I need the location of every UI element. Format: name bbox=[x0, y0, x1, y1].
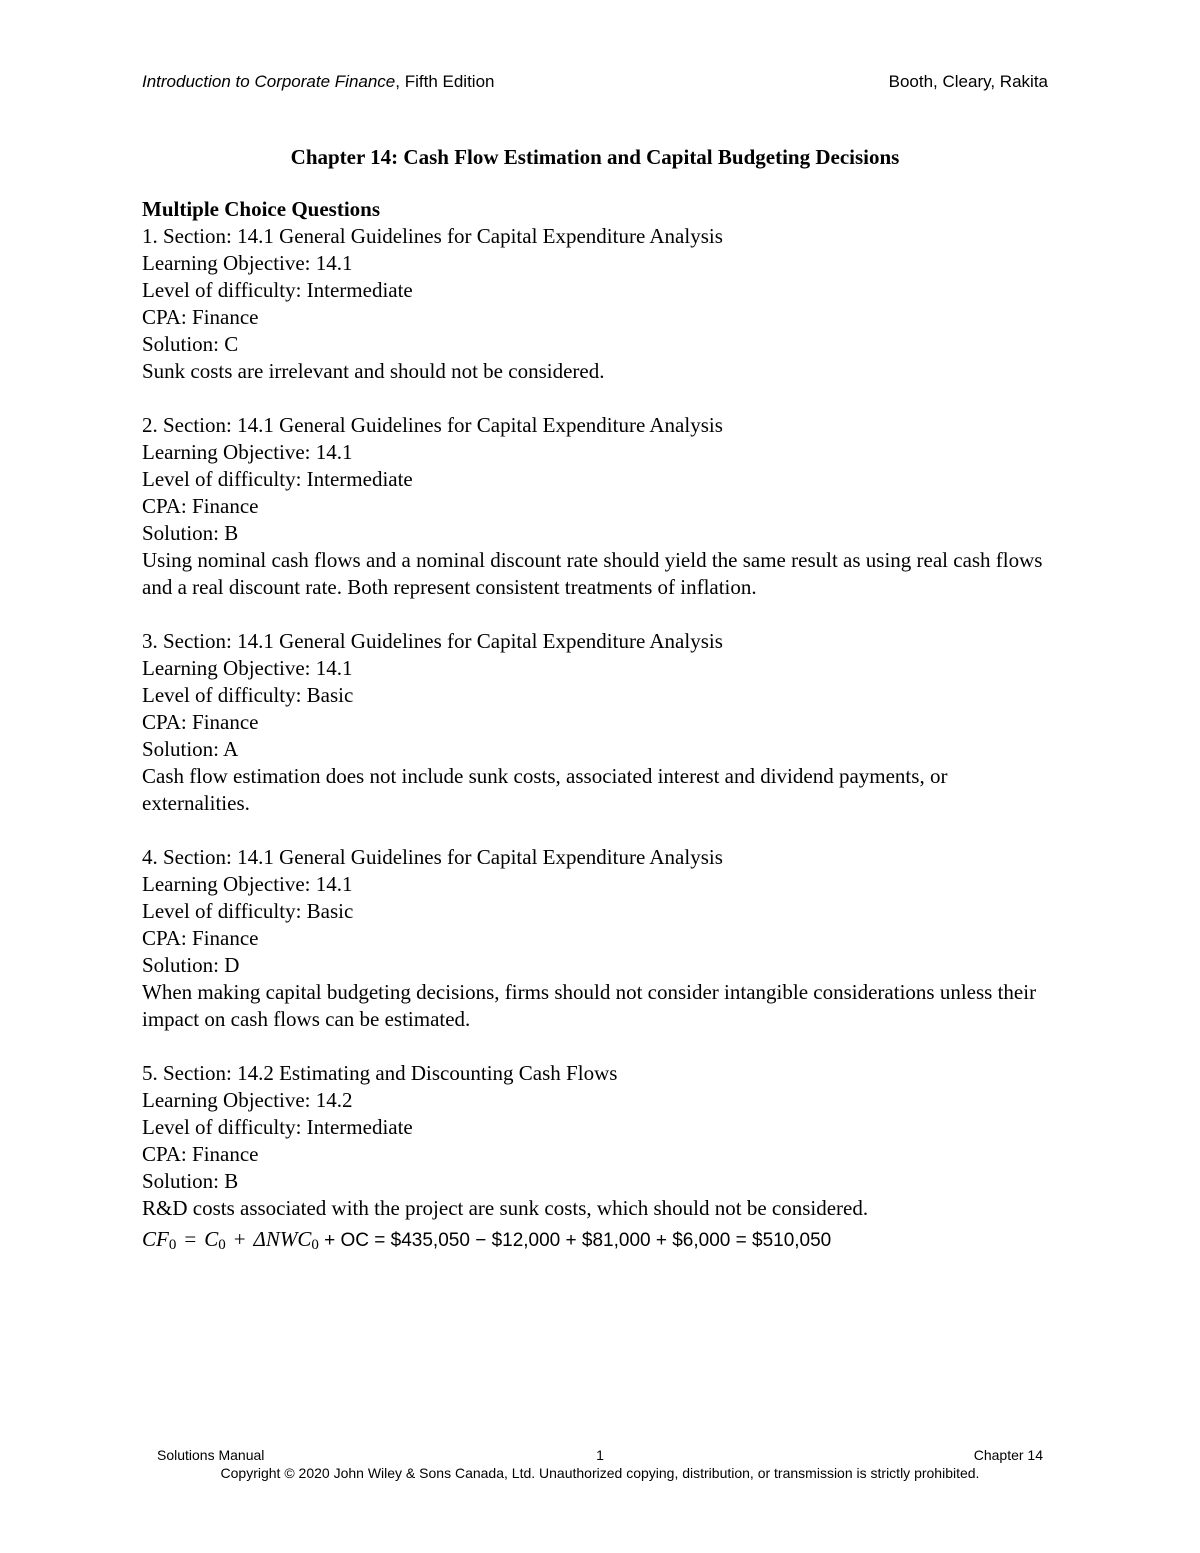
footer-left: Solutions Manual bbox=[157, 1447, 265, 1463]
page-header bbox=[142, 70, 1048, 94]
question-section: 3. Section: 14.1 General Guidelines for Capital Expenditure Analysis bbox=[142, 629, 723, 653]
formula-equals: = bbox=[184, 1227, 197, 1251]
formula-delta-nwc: ΔNWC bbox=[253, 1227, 312, 1251]
question-section: 5. Section: 14.2 Estimating and Discounting Cash Flows bbox=[142, 1061, 618, 1085]
question-difficulty: Level of difficulty: Basic bbox=[142, 683, 354, 707]
question-section: 1. Section: 14.1 General Guidelines for Capital Expenditure Analysis bbox=[142, 224, 723, 248]
question-explanation: Cash flow estimation does not include sunk costs, associated interest and dividend payments, or externalities. bbox=[142, 764, 948, 815]
question-objective: Learning Objective: 14.1 bbox=[142, 656, 353, 680]
question-explanation: Sunk costs are irrelevant and should not be considered. bbox=[142, 359, 605, 383]
question-cpa: CPA: Finance bbox=[142, 494, 259, 518]
question-solution: Solution: B bbox=[142, 521, 239, 545]
footer-row bbox=[157, 1446, 1043, 1464]
question-solution: Solution: B bbox=[142, 1169, 239, 1193]
question-explanation: When making capital budgeting decisions, firms should not consider intangible considerations unless their impact on cash flows can be estimated. bbox=[142, 980, 1037, 1031]
cash-flow-formula bbox=[142, 1224, 1052, 1260]
question-difficulty: Level of difficulty: Basic bbox=[142, 899, 354, 923]
question-cpa: CPA: Finance bbox=[142, 305, 259, 329]
formula-c-subscript: 0 bbox=[218, 1237, 226, 1253]
question-3 bbox=[142, 628, 1052, 817]
question-objective: Learning Objective: 14.1 bbox=[142, 440, 353, 464]
question-difficulty: Level of difficulty: Intermediate bbox=[142, 1115, 413, 1139]
question-solution: Solution: C bbox=[142, 332, 239, 356]
question-explanation: R&D costs associated with the project are sunk costs, which should not be considered. bbox=[142, 1196, 869, 1220]
question-5 bbox=[142, 1060, 1052, 1260]
question-2 bbox=[142, 412, 1052, 601]
formula-plus: + bbox=[233, 1227, 246, 1251]
section-heading: Multiple Choice Questions bbox=[142, 197, 381, 221]
question-1 bbox=[142, 223, 1052, 385]
question-difficulty: Level of difficulty: Intermediate bbox=[142, 278, 413, 302]
question-4 bbox=[142, 844, 1052, 1033]
question-difficulty: Level of difficulty: Intermediate bbox=[142, 467, 413, 491]
document-body bbox=[142, 196, 1052, 1287]
header-book-info bbox=[142, 70, 494, 94]
footer-right: Chapter 14 bbox=[973, 1447, 1043, 1463]
formula-cf-subscript: 0 bbox=[168, 1237, 177, 1253]
question-section: 4. Section: 14.1 General Guidelines for Capital Expenditure Analysis bbox=[142, 845, 723, 869]
formula-nwc-subscript: 0 bbox=[311, 1237, 319, 1253]
question-cpa: CPA: Finance bbox=[142, 926, 259, 950]
question-section: 2. Section: 14.1 General Guidelines for Capital Expenditure Analysis bbox=[142, 413, 723, 437]
formula-calculation: + OC = $435,050 − $12,000 + $81,000 + $6,000 = $510,050 bbox=[324, 1230, 832, 1251]
header-authors: Booth, Cleary, Rakita bbox=[888, 72, 1048, 91]
footer-page-number: 1 bbox=[596, 1447, 604, 1463]
formula-cf: CF bbox=[142, 1227, 169, 1251]
footer-copyright: Copyright © 2020 John Wiley & Sons Canada, Ltd. Unauthorized copying, distribution, or transmission is strictly prohibited. bbox=[220, 1465, 980, 1481]
question-cpa: CPA: Finance bbox=[142, 1142, 259, 1166]
book-title: Introduction to Corporate Finance bbox=[142, 72, 396, 91]
book-edition: , Fifth Edition bbox=[395, 72, 495, 91]
chapter-title: Chapter 14: Cash Flow Estimation and Capital Budgeting Decisions bbox=[290, 145, 900, 169]
question-objective: Learning Objective: 14.1 bbox=[142, 251, 353, 275]
question-cpa: CPA: Finance bbox=[142, 710, 259, 734]
page-footer bbox=[157, 1446, 1043, 1482]
question-solution: Solution: D bbox=[142, 953, 240, 977]
question-solution: Solution: A bbox=[142, 737, 239, 761]
question-objective: Learning Objective: 14.2 bbox=[142, 1088, 353, 1112]
question-objective: Learning Objective: 14.1 bbox=[142, 872, 353, 896]
question-explanation: Using nominal cash flows and a nominal discount rate should yield the same result as using real cash flows and a real discount rate. Both represent consistent treatments of inflation. bbox=[142, 548, 1043, 599]
formula-c: C bbox=[204, 1227, 219, 1251]
